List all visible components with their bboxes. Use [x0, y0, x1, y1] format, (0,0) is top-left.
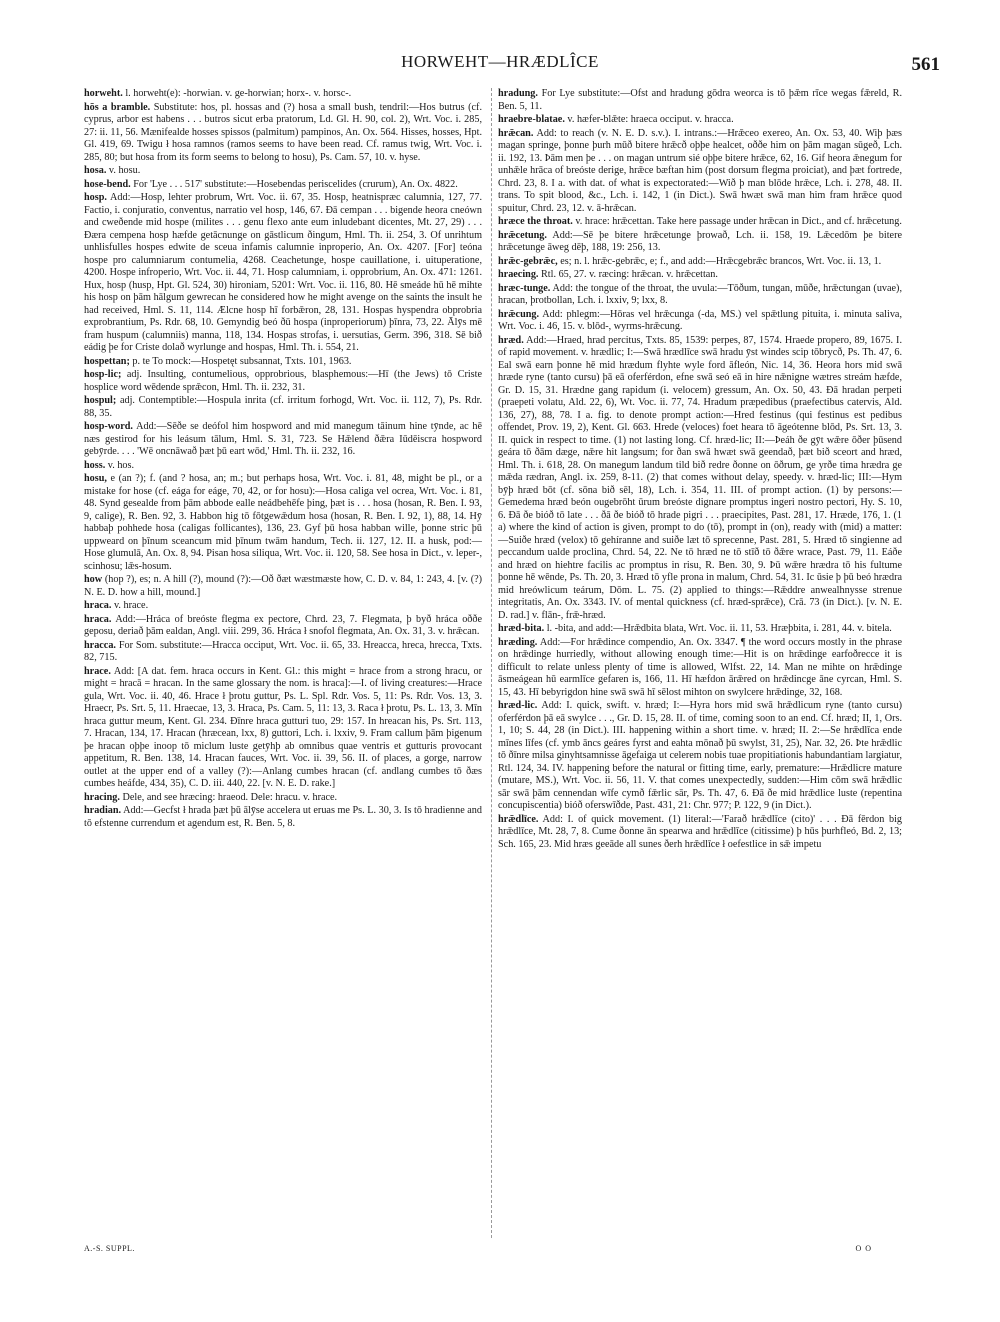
dictionary-entry [498, 814, 902, 852]
dictionary-entry [498, 637, 902, 700]
dictionary-entry [498, 700, 902, 813]
entry-text: Rtl. 65, 27. v. ræcing: hrǣcan. v. hrǣcettan. [538, 269, 718, 280]
entry-text: v. hrace: hrǣcettan. Take here passage under hrǣcan in Dict., and cf. hrǣcetung. [572, 216, 902, 227]
entry-text: adj. Contemptible:—Hospula inrita (cf. irritum forhogd, Wrt. Voc. ii. 112, 7), Ps. Rdr. 88, 35. [84, 395, 482, 419]
entry-text: v. hosu. [106, 165, 141, 176]
right-column [491, 88, 902, 1238]
entry-headword: hosp-word. [84, 421, 133, 432]
entry-text: Add:—Sēðe se deófol him hospword and mid manegum tāinum hine tȳnde, ac hē næs gestirod for his leásum tālum, Hml. S. 31, 723. Se Hǣlend ðǣra Iūdēiscra hospword gebȳrde. . . . 'Wē oncnāwað þæt þū eart wōd,' Hml. Th. ii. 232, 16. [84, 421, 482, 457]
dictionary-entry [84, 421, 482, 459]
dictionary-entry [498, 216, 902, 229]
entry-text: p. te To mock:—Hospetęt subsannat, Txts. 101, 1963. [129, 355, 352, 367]
entry-headword: hrǣdlīce. [498, 813, 539, 825]
entry-headword: hōs a bramble. [84, 101, 151, 113]
entry-headword: hoss. [84, 459, 106, 471]
dictionary-entry [84, 640, 482, 665]
entry-text: Add: phlegm:—Hōras vel hrǣcunga (-da, MS.) vel spǣtlung pituita, i. minuta saliva, Wrt. Voc. i. 46, 15. v. blōd-, wyrms-hrǣcung. [498, 308, 902, 332]
dictionary-entry [498, 309, 902, 334]
dictionary-entry [498, 623, 902, 636]
dictionary-entry [84, 356, 482, 369]
entry-headword: hospettan; [84, 355, 130, 367]
entry-text: Add: I. of quick movement. (1) literal:—'Farað hrǣdlīce (cito)' . . . Ðā fērdon big hrǣdlīce, Mt. 28, 7, 8. Cume ðonne ān spearwa and hrǣdlīce (citissime) þ hūs þurhfleó, Bd. 2, 13; Sch. 165, 23. Mid hræs geeāde all sunes ðerh hrǣdlīce ł oefestlice in sǣ impetu [498, 813, 902, 850]
entry-headword: hracca. [84, 639, 116, 651]
entry-text: l. -bita, and add:—Hrǣdbita blata, Wrt. Voc. ii. 11, 53. Hræþbita, i. 281, 44. v. bitela. [544, 623, 892, 634]
entry-headword: hospul; [84, 395, 117, 406]
dictionary-columns [84, 88, 902, 1238]
entry-headword: hracing. [84, 791, 120, 803]
entry-headword: hradung. [498, 88, 538, 99]
dictionary-entry [498, 114, 902, 127]
gathering-mark: O O [855, 1244, 872, 1253]
dictionary-entry [84, 666, 482, 791]
dictionary-entry [84, 179, 482, 192]
dictionary-entry [84, 574, 482, 599]
dictionary-entry [84, 614, 482, 639]
entry-text: Add:—Sē þe bitere hrǣcetunge þrowað, Lch. ii. 158, 19. Lǣcedōm þe bitere hrǣcetunge āweg dēþ, 188, 19: 256, 13. [498, 229, 902, 253]
entry-text: For 'Lye . . . 517' substitute:—Hosebendas periscelides (crurum), An. Ox. 4822. [130, 178, 458, 190]
dictionary-entry [84, 369, 482, 394]
dictionary-entry [498, 283, 902, 308]
dictionary-entry [84, 102, 482, 165]
page-footer [84, 1244, 902, 1260]
dictionary-entry [498, 128, 902, 216]
entry-headword: hosu, [84, 473, 107, 484]
left-column [84, 88, 482, 1238]
entry-text: l. horweht(e): -horwian. v. ge-horwian; horx-. v. horsc-. [122, 88, 352, 99]
entry-headword: hraca. [84, 600, 112, 611]
page-number: 561 [911, 54, 940, 75]
entry-headword: hrǣcan. [498, 127, 534, 139]
entry-headword: hraecing. [498, 269, 539, 280]
entry-headword: hræce the throat. [498, 216, 573, 227]
entry-headword: hraca. [84, 613, 112, 625]
entry-headword: hosp-lic; [84, 369, 122, 380]
entry-text: Substitute: hos, pl. hossas and (?) hosa a small bush, tendril:—Hos butrus (cf. cyprus, arbor est habens . . . butros sicut erba pratorum, Ld. Gl. H. 90, col. 2), Wrt. Voc. i. 285, 27: ii. 11, 56. Mænifealde hosses spissos (palmitum) pampinos, An. Ox. 564. Hisses, hosses, Hpt. Gl. 419, 69. Twigu ł hosa ramnos (ramos seems to have been read. Cf. ramus twig, Wrt. Voc. i. 285, 80; but hosa from its form seems to belong to hosu), Ps. Cam. 57, 10. v. hyse. [84, 101, 482, 163]
entry-headword: hræd-lic. [498, 700, 538, 711]
entry-headword: hrace. [84, 665, 111, 677]
dictionary-entry [84, 805, 482, 830]
dictionary-entry [498, 335, 902, 623]
entry-text: For Som. substitute:—Hracca occiput, Wrt. Voc. ii. 65, 33. Hreacca, hreca, hrecca, Txts. 82, 715. [84, 639, 482, 663]
entry-headword: hrǣcetung. [498, 229, 547, 241]
dictionary-entry [498, 230, 902, 255]
dictionary-entry [498, 256, 902, 269]
page-header [60, 52, 940, 80]
entry-headword: hosp. [84, 192, 107, 203]
entry-text: Add:—Gecfst ł hrada þæt þū ālȳse accelera ut eruas me Ps. L. 30, 3. Is tō hradienne and tō efstenne currendum et agendum est, R. Ben. 5, 8. [84, 805, 482, 829]
entry-headword: hræding. [498, 636, 538, 648]
entry-text: Add: the tongue of the throat, the uvula:—Tōðum, tungan, mūðe, hrǣctungan (uvae), hracan, þrotbollan, Lch. i. lxxiv, 9; lxx, 8. [498, 282, 902, 306]
entry-headword: hræd. [498, 334, 524, 346]
dictionary-entry [84, 460, 482, 473]
dictionary-entry [84, 395, 482, 420]
dictionary-entry [84, 165, 482, 178]
entry-text: Add:—For hrǣdince compendio, An. Ox. 3347. ¶ the word occurs mostly in the phrase on hrǣdinge hurriedly, without allowing enough time:—Hit is on hrǣdinge earfoðrecce it is difficult to relate unless plenty of time is allowed, Wlfst. 22, 14. Man ne mihte on hrǣdinge āsmeágean hū earmlīce gefaren is, 166, 11. Hī hæfdon ārǣred on hrǣdincge āne cyrcan, Hml. S. 15, 43. Hī bebyrigdon hine swā swā hī sēlost mihton on swylcere hrǣdinge, 32, 168. [498, 636, 902, 698]
entry-text: v. hos. [105, 459, 135, 471]
dictionary-entry [84, 88, 482, 101]
running-head: HORWEHT—HRÆDLÎCE [401, 52, 599, 71]
entry-headword: how [84, 574, 103, 585]
entry-headword: hræc-tunge. [498, 282, 551, 294]
entry-headword: hrǣc-gebrǣc, [498, 255, 558, 267]
dictionary-entry [498, 88, 902, 113]
entry-text: (hop ?), es; n. A hill (?), mound (?):—Oð ðæt wæstmæste how, C. D. v. 84, 1: 243, 4. [v. (?) N. E. D. how a hill, mound.] [84, 574, 482, 598]
entry-headword: hraebre-blatae. [498, 114, 565, 125]
entry-text: Add: to reach (v. N. E. D. s.v.). I. intrans.:—Hrǣceo exereo, An. Ox. 53, 40. Wiþ þæs magan springe, þonne þurh mūð bitere hrǣcð oþþe healcet, oððe him on þām magan sūgeð, Lch. ii. 192, 13. Þām men þe . . . on magan untrum sié oþþe bitere hrǣce, 62, 16. Gif heora ǣnegum for unhǣle hrāca of breóste derige, hrǣce bæftan him (post dorsum flegma proiciat), and þæt fortrede, Chrd. 23, 8. I a. with dat. of what is expectorated:—Wið þ man blōde hrǣce, Lch. i. 278, 48. II. trans. To spit blood, &c., Lch. i. 142, 1 (in Dict.). Swā hwæt swā man him fram hrǣce quod spuitur, Chrd. 23, 12. v. ā-hrǣcan. [498, 127, 902, 214]
entry-text: Add:—Hosp, lehter probrum, Wrt. Voc. ii. 67, 35. Hosp, heatnispræc calumnia, 127, 77. Factio, i. conjuratio, conventus, narratio vel hosp, 146, 67. Ðā cempan . . . bigende heora cneówn and cweðende mid hospe (milites . . . genu flexo ante eum inludebant dicentes, Mt. 27, 29) . . . Ðæra cempena hosp hæfde getācnunge on gāstlicum ðingum, Hml. Th. ii. 254, 3. Of unrihtum unhlisfulles hospes edwite de sceua infamis calumnie inproperio, An. Ox. 4207. [For] teóna hospe pro calumniarum contumelia, 4268. Ceachetunge, hospe cauillatione, i. uituperatione, 4200. Hospe infroperio, Wrt. Voc. ii. 44, 71. Hosp calumniam, i. opprobrium, An. Ox. 471: 1261. Hux, hosp (husp, Hpt. Gl. 524, 30) hironiam, 5201: Wrt. Voc. ii. 116, 80. Hē smeáde hū hē mihte his hosp on þām hālgum gewrecan he considered how he might avenge on the saints the insult he had received, Hml. S. 11, 114. Ælcne hosp hī forbǣron, 28, 131. Hospas hyspendra obprobria exprobrantium, Ps. Rdr. 68, 10. Gemyndig beó ðū hospa (inproperiorum) þīnra, 73, 22. Ālȳs mē fram huspum (calumniis) manna, 118, 134. Hospas strofas, i. uersutias, Germ. 396, 318. Sē bið eádig þe for Criste dolað wyrlunge and hospas, Hml. Th. i. 554, 21. [84, 192, 482, 353]
entry-text: v. hrace. [111, 600, 149, 611]
dictionary-entry [84, 600, 482, 613]
dictionary-entry [84, 192, 482, 355]
entry-headword: hose-bend. [84, 178, 131, 190]
entry-headword: horweht. [84, 88, 123, 99]
entry-text: Add:—Hráca of breóste flegma ex pectore, Chrd. 23, 7. Flegmata, þ byð hráca oððe geposu, deriað þām ealdan, Angl. viii. 299, 36. Hráca ł snofol flegmata, An. Ox. 31, 3. v. hrǣcan. [84, 613, 482, 637]
entry-text: adj. Insulting, contumelious, opprobrious, blasphemous:—Hī (the Jews) tō Criste hosplice word wēdende sprǣcon, Hml. Th. ii. 232, 31. [84, 369, 482, 393]
signature-mark: A.-S. SUPPL. [84, 1244, 135, 1253]
dictionary-entry [84, 473, 482, 573]
entry-headword: hosa. [84, 165, 107, 176]
entry-headword: hradian. [84, 805, 122, 816]
entry-text: Add: I. quick, swift. v. hræd; I:—Hyra hors mid swā hrǣdlicum ryne (tanto cursu) oferférdon þā eā swylce . . ., Gr. D. 15, 28. II. of time, coming soon to an end. Cf. hræd; II, 1, Ors. 1, 10; S. 44, 28 (in Dict.). III. happening within a short time. v. hræd; II. 2:—Se hrǣdlīca ende mīnes līfes (cf. ymb āncs geáres fyrst and eahta mōnað þū swylst, 31, 25), Nar. 32, 26. Þte hrǣdlic tō ðīnre milsa ginyhtsamnisse āgefaiga ut celerem nobis tuae propitiationis habundantiam largiatur, Rtl. 124, 34. IV. happening before the natural or fitting time, early, premature:—Hrǣdlicre mature (mutare, MS.), Wrt. Voc. ii. 56, 11. V. that comes unexpectedly, sudden:—Him cōm swā hrǣdlic sār swā þām cennendan wīfe cymð fǣrlic sār, Ps. Th. 47, 6. Ðā ðe mid hrǣdlice luste (repentina concupiscentia) bióð oferswīðde, Past. 431, 21: Chr. 977; P. 122, 9 (in Dict.). [498, 700, 902, 811]
dictionary-entry [498, 269, 902, 282]
entry-text: Dele, and see hræcing: hraeod. Dele: hracu. v. hrace. [119, 791, 338, 803]
entry-headword: hrǣcung. [498, 308, 540, 320]
entry-text: v. hæfer-blǣte: hraeca occiput. v. hracca. [564, 114, 734, 125]
dictionary-entry [84, 792, 482, 805]
entry-text: es; n. l. hrǣc-gebrǣc, e; f., and add:—Hrǣcgebrǣc brancos, Wrt. Voc. ii. 13, 1. [557, 255, 882, 267]
entry-text: For Lye substitute:—Ofst and hradung gōdra weorca is tō þǣm rīce wegas fǣreld, R. Ben. 5, 11. [498, 88, 902, 112]
entry-text: Add: [A dat. fem. hraca occurs in Kent. Gl.: this might = hrace from a strong hracu, or might = hracā = hracan. In the same glossary the nom. is hraca]:—I. of living creatures:—Hrace gula, Wrt. Voc. ii. 40, 46. Hrace ł þrotu guttur, Ps. L. Spl. Rdr. Vos. 5, 11: Ps. Rdr. Vos. 13, 3. Hraecr, Ps. Srt. 5, 11. Hraecae, 13, 3. Hraca, Ps. Cam. 5, 11: 13, 3. Raca ł þrotu, Ps. L. 13, 3. Mīn hraca guttur meum, Kent. Gl. 234. Ðīnre hraca gutturi tuo, 29: 157. In hreacan his, Ps. Srt. 113, 7. Hracan, 134, 17. Hracan (hræcean, lxx, 8) guttori, Lch. i. lxxiv, 9. Fram callum þām þigenum þe hracan oþþe inoop tō miclum luste getȳhþ ab omnibus quae ventris et gutturis provocant appetitum, R. Ben. 138, 14. Hracan fauces, Wrt. Voc. ii. 39, 56. II. of places, a gorge, narrow outlet at the upper end of a valley (?):—Anlang cumbes hracan (cf. andlang cumbes tō ðæs cumbes heáfde, 434, 35), C. D. iii. 440, 22. [v. N. E. D. rake.] [84, 665, 482, 789]
entry-text: Add:—Hraed, hrad percitus, Txts. 85, 1539: perpes, 87, 1574. Hraede propero, 89, 1675. I. of rapid movement. v. hrædlic; I:—Swā hrædlīce swā hradu ȳst windes scip tōbrycð, Ps. Th. 47, 6. Eal swā earn þonne hē mid hrædum flyhte wyle ford āfleón, Nic. 14, 36. Heora hors mid swā hræde ryne (tanto cursu) þā eā oferférdon, efne swā seó eā in hire nǣnigne wætres streám hæfde, Gr. D. 15, 31. Hrædne gang rapidum (i. velocem) gressum, An. Ox. 50, 43. Ðā hradan perpeti (praepeti volatu, Ald. 22, 6), Wt. Voc. ii. 77, 74. Hradum præpedibus (praefectibus catervis, Ald. 136, 27), 88, 78. I a. fig. to denote prompt action:—Hred festinus (qui festinus est pedibus offendet, Prov. 19, 2), Kent. Gl. 663. Hrede (veloces) foet heara tō āgeótenne blōd, Ps. Srt. 13, 3. II. quick in respect to time. (1) not lasting long. Cf. hræd-lic; II:—Þeáh ðe gȳt wǣre ōðer þūsend geára tō ðām dæge, nǣre hit langsum; for ðan swā hwæt swā geendað, þæt bið sceort and hræd, Hml. Th. i. 618, 28. On manegum landum tild bið redre ðonne on ōðrum, ge yrðe tima hrædra ge mǣda rædran, Angl. ix. 259, 8-11. (2) that comes without delay, speedy. v. hræd-lic; III:—Hym bȳþ hræd bōt (cf. sōna bið sēl, 18), Lch. i. 354, 11. III. of prompt action. (1) by persons:—Gemedema hræd beón ougebrōht ūrum breóste dignare promptus ingeri nostro pectori, Hy. S. 10, 6. Ðā ðe bióð tō late . . . ðā ðe bióð tō hrade pigri . . . praecipites, Past. 281, 17. Hræde, 176, 1. (1 a) where the kind of action is given, prompt to do (tō), prompt in (on), ready with (mid) a matter:—Suiðe hræd (velox) tō gehíranne and suiðe læt tō sprecenne, Past. 281, 5. Hræd tō singienne ad peccandum ualde proclina, Chrd. 54, 22. Ne tō hræd ne tō stīð tō ðǣre wrace, Past. 79, 11. Eáðe and hræd on hiehtre facilis ac promptus in risu, R. Ben. 30, 9. Þū wǣre hrædra tō his fultume þonne hē wēnde, Ps. Th. 20, 3. Hræd tō yfle prona in malum, Chrd. 54, 31. Ic ūsie þ þū beó hrædra mid hreówlicum teárum, Dōm. L. 75. (2) applied to things:—Rǣddre anwealhnysse strenue integritatis, An. Ox. 3343. IV. of mental quickness (cf. hræd-sprǣce), Crā. 73 (in Dict.). [v. N. E. D. rad.] v. flān-, frǣ-hræd. [498, 334, 902, 621]
entry-text: e (an ?); f. (and ? hosa, an; m.; but perhaps hosa, Wrt. Voc. i. 81, 48, might be pl., or a mistake for hose (cf. eága for eáge, 70, 42, or for hosu):—Hosa caliga vel ocrea, Wrt. Voc. i. 81, 48. Synd gesealde from þām abbode ealle neádbehēfe þing, þæt is . . . hosa (hosan, R. Ben. I. 93, 9, calige), R. Ben. 92, 3. Habbon hig tō fōtgewǣdum hosa (hosan, R. Ben. I. 92, 1), 88, 14. Hȳ habbaþ pohhede hosa (caligas follicantes), 136, 23. Gyf þū hosa habban wille, þonne stric þū uppweard on þīnum sceancum mid þīnum twām handum, Tech. ii. 127, 12. II. a husk, pod:—Hose glumulā, An. Ox. 8, 94. Pisan hosa siliqua, Wrt. Voc. ii. 120, 58. See hosa in Dict., v. leper-, scinhosu; lǣs-hosum. [84, 473, 482, 572]
entry-headword: hræd-bita. [498, 623, 545, 634]
